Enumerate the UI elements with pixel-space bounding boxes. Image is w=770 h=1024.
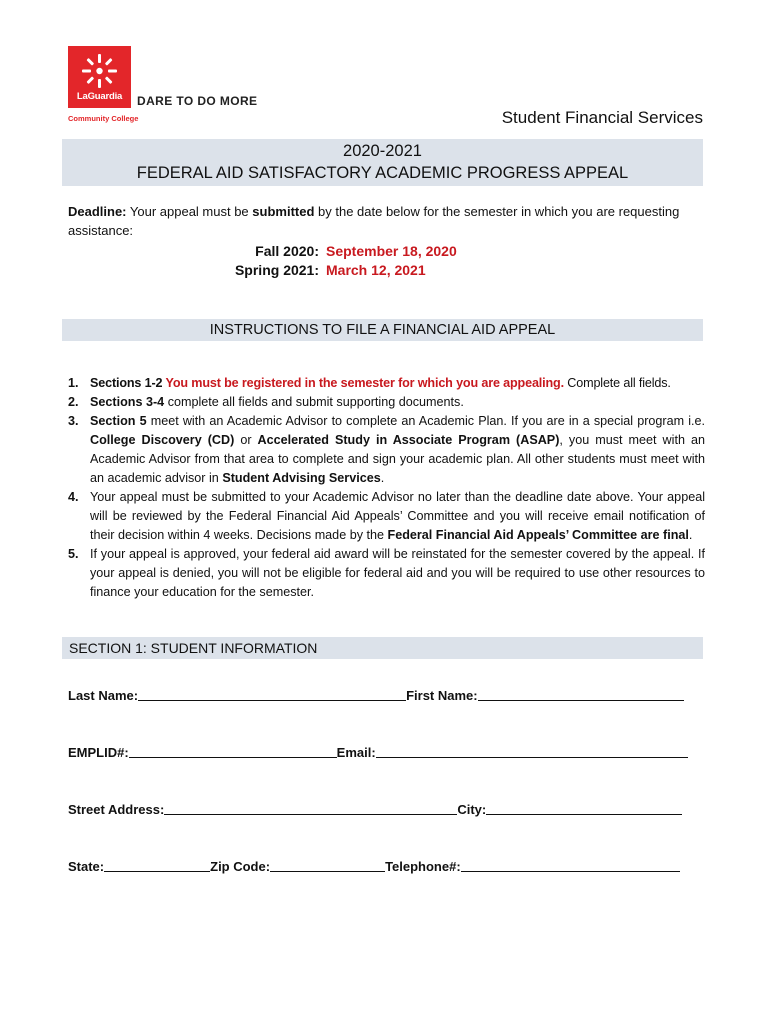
- list-text: [90, 393, 705, 412]
- email-label: Email:: [336, 745, 376, 760]
- step-bold: Sections 1-2: [90, 376, 163, 390]
- logo-name: LaGuardia: [76, 91, 123, 102]
- city-label: City:: [457, 802, 487, 817]
- emplid-field[interactable]: [129, 743, 337, 758]
- deadline-row: [200, 242, 457, 261]
- telephone-label: Telephone#:: [385, 859, 461, 874]
- list-text: If your appeal is approved, your federal aid award will be reinstated for the semester covered by the appeal. If your appeal is denied, you will not be eligible for federal aid and you will be required to use other resources to finance your education for the semester.: [90, 547, 705, 599]
- state-field[interactable]: [104, 857, 210, 872]
- deadline-date: September 18, 2020: [326, 243, 457, 259]
- deadline-row: [200, 261, 457, 280]
- deadline-label: Deadline:: [68, 204, 127, 219]
- state-label: State:: [68, 859, 105, 874]
- email-field[interactable]: [376, 743, 688, 758]
- list-number: 5.: [68, 547, 79, 561]
- logo-subtitle: Community College: [68, 114, 139, 123]
- deadline-submitted: submitted: [252, 204, 315, 219]
- step-text: .: [380, 471, 385, 485]
- first-name-field[interactable]: [478, 686, 684, 701]
- id-row: [68, 743, 693, 760]
- instructions-heading: INSTRUCTIONS TO FILE A FINANCIAL AID APPEAL: [62, 319, 703, 341]
- section1-heading: SECTION 1: STUDENT INFORMATION: [62, 637, 703, 659]
- program-cd: College Discovery (CD): [90, 433, 235, 447]
- step-bold: Federal Financial Aid Appeals’ Committee are final: [387, 528, 689, 542]
- street-field[interactable]: [164, 800, 457, 815]
- deadline-term: Fall 2020:: [255, 243, 319, 259]
- address-row: [68, 800, 693, 817]
- emplid-label: EMPLID#:: [68, 745, 129, 760]
- last-name-label: Last Name:: [68, 688, 139, 703]
- sunburst-icon: [78, 52, 121, 90]
- list-number: 4.: [68, 490, 79, 504]
- title-main: FEDERAL AID SATISFACTORY ACADEMIC PROGRESS APPEAL: [136, 164, 629, 182]
- step-bold: Section 5: [90, 414, 147, 428]
- telephone-field[interactable]: [461, 857, 680, 872]
- title-year: 2020-2021: [343, 142, 422, 160]
- student-advising-services: Student Advising Services: [222, 471, 381, 485]
- deadline-date: March 12, 2021: [326, 262, 426, 278]
- step-text: or: [234, 433, 258, 447]
- list-item: [68, 545, 705, 602]
- street-label: Street Address:: [68, 802, 165, 817]
- step-text: Complete all fields.: [563, 376, 671, 390]
- list-text: [90, 488, 705, 545]
- deadline-term: Spring 2021:: [234, 262, 319, 278]
- program-asap: Accelerated Study in Associate Program (ASAP): [257, 433, 560, 447]
- step-text: , you must meet with an Academic Advisor from that area to complete and sign your academic plan. All other students must meet with an academic advisor in: [90, 433, 705, 485]
- instruction-list: [68, 374, 705, 602]
- list-item: [68, 393, 705, 412]
- list-text: [90, 412, 705, 488]
- deadline-text-a: Your appeal must be: [126, 204, 253, 219]
- tagline: DARE TO DO MORE: [137, 94, 258, 108]
- list-number: 3.: [68, 414, 79, 428]
- first-name-label: First Name:: [406, 688, 478, 703]
- step-text: Your appeal must be submitted to your Academic Advisor no later than the deadline date above. Your appeal will be reviewed by the Federal Financial Aid Appeals’ Committee and you will receive email notification of their decision within 4 weeks. Decisions made by the: [90, 490, 705, 542]
- deadline-dates: [200, 242, 457, 280]
- zip-field[interactable]: [270, 857, 385, 872]
- deadline-text-b: by the date below for the semester in which you are requesting assistance:: [68, 204, 680, 238]
- last-name-field[interactable]: [138, 686, 406, 701]
- list-item: [68, 488, 705, 545]
- office-name: Student Financial Services: [501, 108, 703, 127]
- deadline-paragraph: [68, 202, 698, 240]
- city-field[interactable]: [486, 800, 682, 815]
- step-bold: Sections 3-4: [90, 395, 165, 409]
- step-text: complete all fields and submit supporting documents.: [164, 395, 464, 409]
- form-title: [62, 139, 703, 186]
- list-text: [90, 374, 705, 393]
- name-row: [68, 686, 693, 703]
- list-number: 1.: [68, 376, 79, 390]
- step-warning: You must be registered in the semester for which you are appealing.: [162, 376, 564, 390]
- step-text: meet with an Academic Advisor to complete an Academic Plan. If you are in a special program i.e.: [146, 414, 705, 428]
- contact-row: [68, 857, 693, 874]
- list-number: 2.: [68, 395, 79, 409]
- list-item: [68, 412, 705, 488]
- list-item: [68, 374, 705, 393]
- zip-label: Zip Code:: [210, 859, 271, 874]
- college-logo: [68, 46, 131, 108]
- step-text: .: [688, 528, 693, 542]
